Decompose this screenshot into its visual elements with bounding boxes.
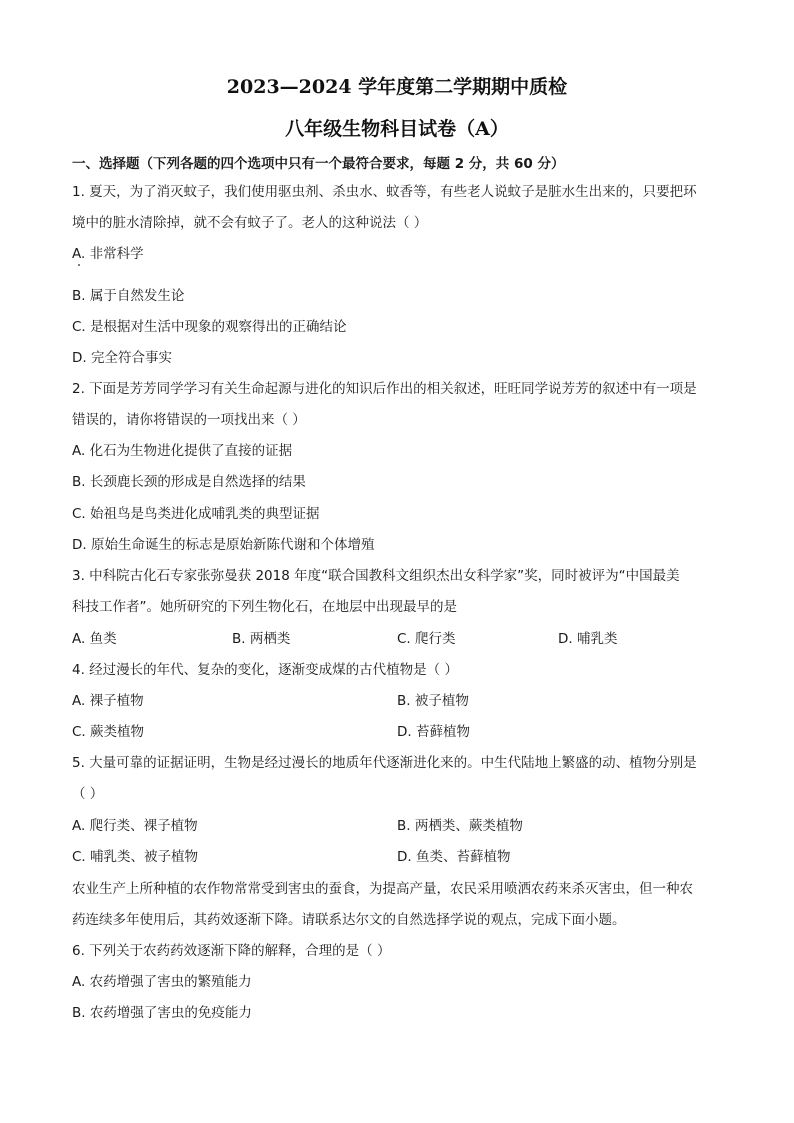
- exam-title: 2023—2024 学年度第二学期期中质检: [226, 76, 568, 98]
- q2-option-d: D. 原始生命诞生的标志是原始新陈代谢和个体增殖: [72, 537, 375, 553]
- q6-option-a: A. 农药增强了害虫的繁殖能力: [72, 974, 252, 990]
- passage-line2: 药连续多年使用后，其药效逐渐下降。请联系达尔文的自然选择学说的观点，完成下面小题。: [72, 912, 626, 928]
- stray-dot-mark: [78, 264, 80, 266]
- q1-stem-line1: 1. 夏天，为了消灭蚊子，我们使用驱虫剂、杀虫水、蚊香等，有些老人说蚊子是脏水生出来的，只要把环: [72, 184, 697, 200]
- q2-option-a: A. 化石为生物进化提供了直接的证据: [72, 443, 293, 459]
- q4-option-d: D. 苔藓植物: [397, 724, 470, 740]
- q6-stem-line1: 6. 下列关于农药药效逐渐下降的解释，合理的是（ ）: [72, 943, 391, 959]
- q4-option-a: A. 裸子植物: [72, 693, 144, 709]
- q4-option-c: C. 蕨类植物: [72, 724, 145, 740]
- q3-option-c: C. 爬行类: [397, 631, 456, 647]
- q4-option-b: B. 被子植物: [397, 693, 469, 709]
- q3-stem-line1: 3. 中科院古化石专家张弥曼获 2018 年度“联合国教科文组织杰出女科学家”奖，同时被评为“中国最美: [72, 568, 680, 584]
- q2-stem-line2: 错误的，请你将错误的一项找出来（ ）: [72, 412, 306, 428]
- q5-stem-line2: （ ）: [72, 786, 104, 802]
- section-heading: 一、选择题（下列各题的四个选项中只有一个最符合要求，每题 2 分，共 60 分）: [72, 156, 565, 172]
- q1-option-b: B. 属于自然发生论: [72, 288, 185, 304]
- q1-option-c: C. 是根据对生活中现象的观察得出的正确结论: [72, 319, 347, 335]
- q4-stem-line1: 4. 经过漫长的年代、复杂的变化，逐渐变成煤的古代植物是（ ）: [72, 662, 458, 678]
- q2-stem-line1: 2. 下面是芳芳同学学习有关生命起源与进化的知识后作出的相关叙述，旺旺同学说芳芳的叙述中有一项是: [72, 381, 697, 397]
- q2-option-b: B. 长颈鹿长颈的形成是自然选择的结果: [72, 474, 306, 490]
- q3-option-b: B. 两栖类: [232, 631, 291, 647]
- q5-option-d: D. 鱼类、苔藓植物: [397, 849, 511, 865]
- q5-option-a: A. 爬行类、裸子植物: [72, 818, 198, 834]
- q2-option-c: C. 始祖鸟是鸟类进化成哺乳类的典型证据: [72, 506, 320, 522]
- q6-option-b: B. 农药增强了害虫的免疫能力: [72, 1005, 252, 1021]
- q5-option-c: C. 哺乳类、被子植物: [72, 849, 199, 865]
- q3-stem-line2: 科技工作者”。她所研究的下列生物化石，在地层中出现最早的是: [72, 599, 457, 615]
- q5-option-b: B. 两栖类、蕨类植物: [397, 818, 523, 834]
- q1-option-d: D. 完全符合事实: [72, 350, 172, 366]
- q1-stem-line2: 境中的脏水清除掉，就不会有蚊子了。老人的这种说法（ ）: [72, 215, 428, 231]
- passage-line1: 农业生产上所种植的农作物常常受到害虫的蚕食，为提高产量，农民采用喷洒农药来杀灭害虫，但一种农: [72, 881, 693, 897]
- q3-option-a: A. 鱼类: [72, 631, 117, 647]
- q3-option-d: D. 哺乳类: [558, 631, 618, 647]
- q1-option-a: A. 非常科学: [72, 246, 144, 262]
- exam-subtitle: 八年级生物科目试卷（A）: [285, 118, 509, 140]
- q5-stem-line1: 5. 大量可靠的证据证明，生物是经过漫长的地质年代逐渐进化来的。中生代陆地上繁盛的动、植物分别是: [72, 755, 697, 771]
